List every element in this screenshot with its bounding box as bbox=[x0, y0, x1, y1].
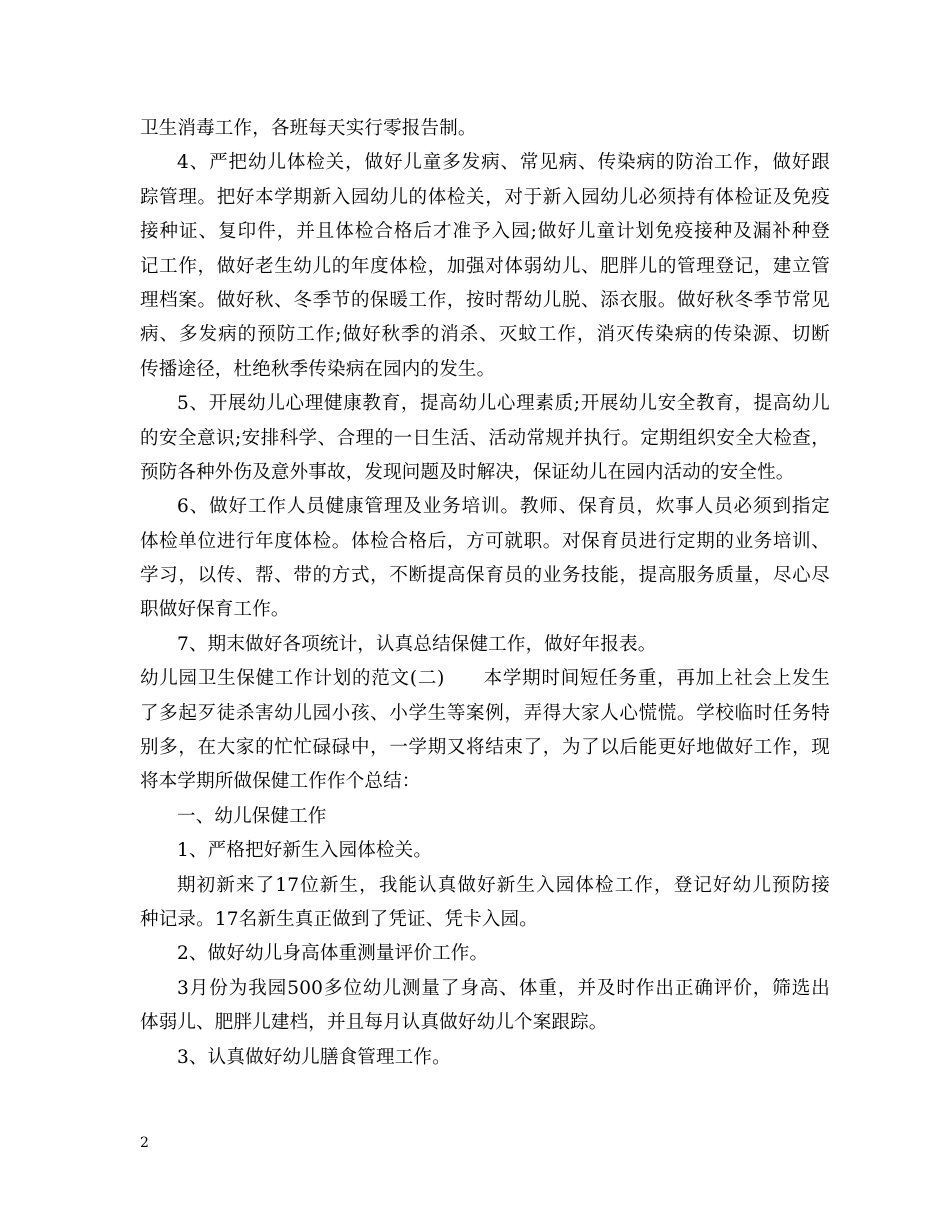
text-line: 接种证、复印件，并且体检合格后才准予入园;做好儿童计划免疫接种及漏补种登 bbox=[140, 221, 830, 243]
text-line: 了多起歹徒杀害幼儿园小孩、小学生等案例，弄得大家人心慌慌。学校临时任务特 bbox=[140, 702, 830, 724]
text-line: 病、多发病的预防工作;做好秋季的消杀、灭蚊工作，消灭传染病的传染源、切断 bbox=[140, 324, 830, 346]
text-line: 学习，以传、帮、带的方式，不断提高保育员的业务技能，提高服务质量，尽心尽 bbox=[140, 565, 830, 587]
body-text bbox=[140, 112, 830, 1075]
text-line: 一、幼儿保健工作 bbox=[177, 805, 327, 827]
text-line: 传播途径，杜绝秋季传染病在园内的发生。 bbox=[140, 358, 496, 380]
text-line: 2、做好幼儿身高体重测量评价工作。 bbox=[177, 943, 489, 965]
text-line: 期初新来了17位新生，我能认真做好新生入园体检工作，登记好幼儿预防接 bbox=[177, 874, 830, 896]
text-line: 别多，在大家的忙忙碌碌中，一学期又将结束了，为了以后能更好地做好工作，现 bbox=[140, 737, 830, 759]
text-line: 7、期末做好各项统计，认真总结保健工作，做好年报表。 bbox=[177, 633, 657, 655]
text-line: 幼儿园卫生保健工作计划的范文(二) 本学期时间短任务重，再加上社会上发生 bbox=[140, 668, 830, 690]
text-line: 体弱儿、肥胖儿建档，并且每月认真做好幼儿个案跟踪。 bbox=[140, 1012, 608, 1034]
text-line: 卫生消毒工作，各班每天实行零报告制。 bbox=[140, 118, 477, 139]
text-line: 的安全意识;安排科学、合理的一日生活、活动常规并执行。定期组织安全大检查， bbox=[140, 427, 830, 449]
text-line: 理档案。做好秋、冬季节的保暖工作，按时帮幼儿脱、添衣服。做好秋冬季节常见 bbox=[140, 289, 830, 311]
text-line: 3、认真做好幼儿膳食管理工作。 bbox=[177, 1046, 451, 1068]
text-line: 3月份为我园500多位幼儿测量了身高、体重，并及时作出正确评价，筛选出 bbox=[177, 977, 830, 999]
text-line: 1、严格把好新生入园体检关。 bbox=[177, 840, 433, 862]
text-line: 预防各种外伤及意外事故，发现问题及时解决，保证幼儿在园内活动的安全性。 bbox=[140, 461, 795, 483]
text-line: 记工作，做好老生幼儿的年度体检，加强对体弱幼儿、肥胖儿的管理登记，建立管 bbox=[140, 255, 830, 277]
text-line: 将本学期所做保健工作作个总结： bbox=[140, 771, 421, 793]
text-line: 4、严把幼儿体检关，做好儿童多发病、常见病、传染病的防治工作，做好跟 bbox=[177, 152, 830, 174]
text-line: 种记录。17名新生真正做到了凭证、凭卡入园。 bbox=[140, 908, 538, 930]
text-line: 5、开展幼儿心理健康教育，提高幼儿心理素质;开展幼儿安全教育，提高幼儿 bbox=[177, 393, 830, 415]
text-line: 6、做好工作人员健康管理及业务培训。教师、保育员，炊事人员必须到指定 bbox=[177, 496, 830, 518]
text-line: 踪管理。把好本学期新入园幼儿的体检关，对于新入园幼儿必须持有体检证及免疫 bbox=[140, 186, 830, 208]
text-line: 职做好保育工作。 bbox=[140, 599, 290, 621]
text-line: 体检单位进行年度体检。体检合格后，方可就职。对保育员进行定期的业务培训、 bbox=[140, 530, 830, 552]
page-number: 2 bbox=[140, 1135, 149, 1151]
